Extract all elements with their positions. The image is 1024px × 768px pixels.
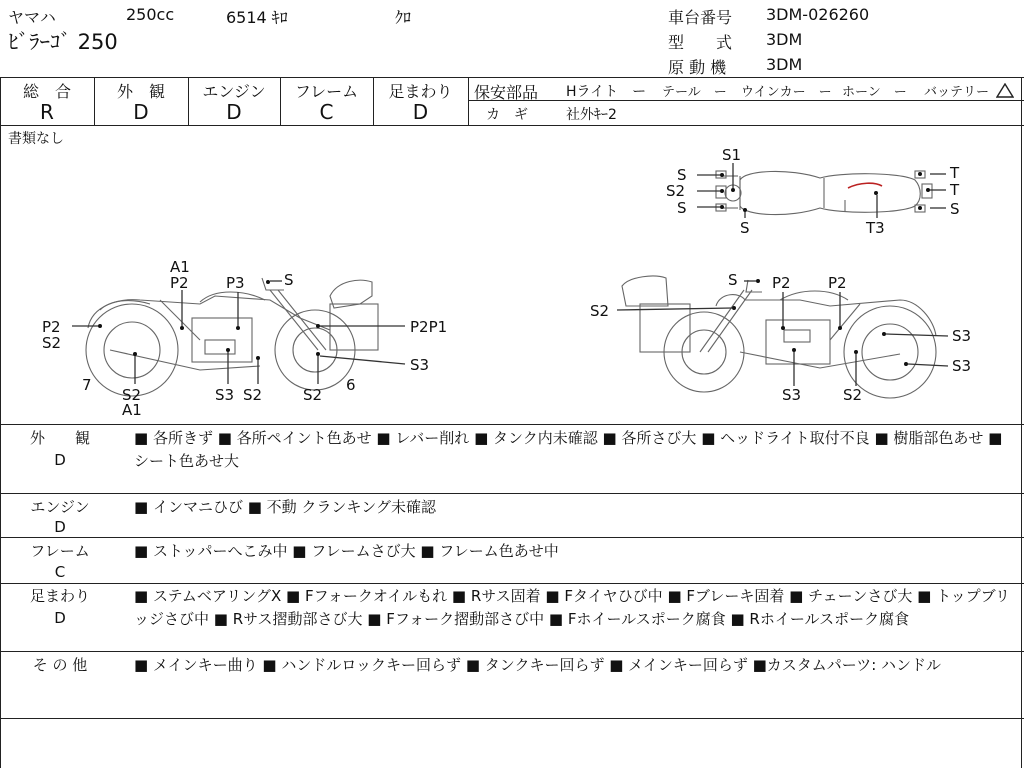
divider xyxy=(468,77,469,125)
label-s3: S3 xyxy=(410,356,430,374)
tail-status: テール ー xyxy=(662,85,727,100)
label-p2: P2 xyxy=(170,274,189,292)
label-s2: S2 xyxy=(843,386,863,404)
label-7: 7 xyxy=(82,376,92,394)
divider xyxy=(0,718,1024,719)
label-s2: S2 xyxy=(590,302,610,320)
section-frame-label: フレーム xyxy=(30,542,90,560)
frame-grade: C xyxy=(319,100,334,124)
label-p2p1: P2P1 xyxy=(410,318,448,336)
label-s2: S2 xyxy=(42,334,62,352)
label-a1: A1 xyxy=(170,258,190,276)
divider xyxy=(0,77,1024,78)
frame-grade-label: フレーム xyxy=(294,82,359,101)
label-p2: P2 xyxy=(828,274,847,292)
section-exterior-label: 外 観 xyxy=(29,429,90,447)
label-s3: S3 xyxy=(215,386,235,404)
divider xyxy=(1021,77,1022,768)
key-value: 社外ｷｰ2 xyxy=(566,107,617,123)
suspension-grade: D xyxy=(412,100,429,124)
section-other-label: そ の 他 xyxy=(32,656,88,674)
model-name: ﾋﾞﾗｰｺﾞ 250 xyxy=(8,30,118,54)
color: ｸﾛ xyxy=(395,8,412,27)
frame-no: 3DM-026260 xyxy=(766,5,870,24)
overall-grade-label: 総 合 xyxy=(22,82,71,101)
horn-status: ホーン ー xyxy=(842,85,907,100)
label-t: T xyxy=(950,181,960,199)
label-s2: S2 xyxy=(243,386,263,404)
bike-right-view xyxy=(617,276,948,398)
section-suspension-grade: D xyxy=(54,609,66,627)
exterior-grade: D xyxy=(133,100,149,124)
battery-status: バッテリー xyxy=(924,85,990,100)
headlight-status: Hライト ー xyxy=(566,84,647,100)
section-other-text: ■ メインキー曲り ■ ハンドルロックキー回らず ■ タンクキー回らず ■ メインキー回らず ■カスタムパーツ: ハンドル xyxy=(134,656,942,674)
divider xyxy=(0,651,1024,652)
label-p3: P3 xyxy=(226,274,245,292)
engine-grade: D xyxy=(226,100,242,124)
section-suspension-text: ■ ステムベアリングX ■ Fフォークオイルもれ ■ Rサス固着 ■ Fタイヤひび中 ■ Fブレーキ固着 ■ チェーンさび大 ■ トップブリッジさび中 ■ Rサス摺動部さび大 ■ Fフォーク摺動部さび中 ■ Fホイールスポーク腐食 ■ Rホイールスポーク腐食 xyxy=(134,587,1011,628)
label-s: S xyxy=(284,271,294,289)
label-s: S xyxy=(728,271,738,289)
divider xyxy=(0,424,1024,425)
mileage: 6514 ｷﾛ xyxy=(226,8,288,27)
safety-label: 保安部品 xyxy=(474,83,539,102)
divider xyxy=(0,493,1024,494)
overall-grade: R xyxy=(40,100,54,124)
divider xyxy=(0,583,1024,584)
winker-status: ウインカー ー xyxy=(741,85,832,100)
label-s: S xyxy=(677,166,687,184)
section-engine-label: エンジン xyxy=(30,498,90,516)
section-frame-text: ■ ストッパーへこみ中 ■ フレームさび大 ■ フレーム色あせ中 xyxy=(134,542,559,560)
label-a1: A1 xyxy=(122,401,142,419)
label-p2: P2 xyxy=(42,318,61,336)
displacement: 250cc xyxy=(126,5,175,24)
label-s2: S2 xyxy=(303,386,323,404)
exterior-grade-label: 外 観 xyxy=(116,82,165,101)
label-s3: S3 xyxy=(952,327,972,345)
suspension-grade-label: 足まわり xyxy=(388,82,453,101)
frame-no-label: 車台番号 xyxy=(668,8,733,27)
warning-triangle-icon xyxy=(996,83,1014,98)
key-label: カ ギ xyxy=(486,107,528,123)
damage-diagram xyxy=(0,126,1020,423)
docs-note: 書類なし xyxy=(8,131,64,147)
label-6: 6 xyxy=(346,376,356,394)
engine-value: 3DM xyxy=(766,55,803,74)
section-engine-grade: D xyxy=(54,518,66,536)
divider xyxy=(468,100,1024,101)
label-s3: S3 xyxy=(952,357,972,375)
label-s2: S2 xyxy=(122,386,142,404)
label-s1: S1 xyxy=(722,146,742,164)
label-s: S xyxy=(950,200,960,218)
bike-top-view xyxy=(697,163,946,218)
label-s2: S2 xyxy=(666,182,686,200)
label-s: S xyxy=(677,199,687,217)
label-s: S xyxy=(740,219,750,237)
section-suspension-label: 足まわり xyxy=(29,587,90,605)
section-exterior-grade: D xyxy=(54,451,66,469)
maker: ヤマハ xyxy=(8,8,56,27)
label-t3: T3 xyxy=(866,219,885,237)
engine-grade-label: エンジン xyxy=(202,82,266,101)
label-s3: S3 xyxy=(782,386,802,404)
section-exterior-text: ■ 各所きず ■ 各所ペイント色あせ ■ レバー削れ ■ タンク内未確認 ■ 各所さび大 ■ ヘッドライト取付不良 ■ 樹脂部色あせ ■ シート色あせ大 xyxy=(134,429,1003,470)
label-p2: P2 xyxy=(772,274,791,292)
label-t: T xyxy=(950,164,960,182)
engine-label: 原 動 機 xyxy=(668,58,727,77)
type-value: 3DM xyxy=(766,30,803,49)
type-label: 型 式 xyxy=(668,33,733,52)
divider xyxy=(0,537,1024,538)
section-engine-text: ■ インマニひび ■ 不動 クランキング未確認 xyxy=(134,498,436,516)
section-frame-grade: C xyxy=(54,563,66,581)
